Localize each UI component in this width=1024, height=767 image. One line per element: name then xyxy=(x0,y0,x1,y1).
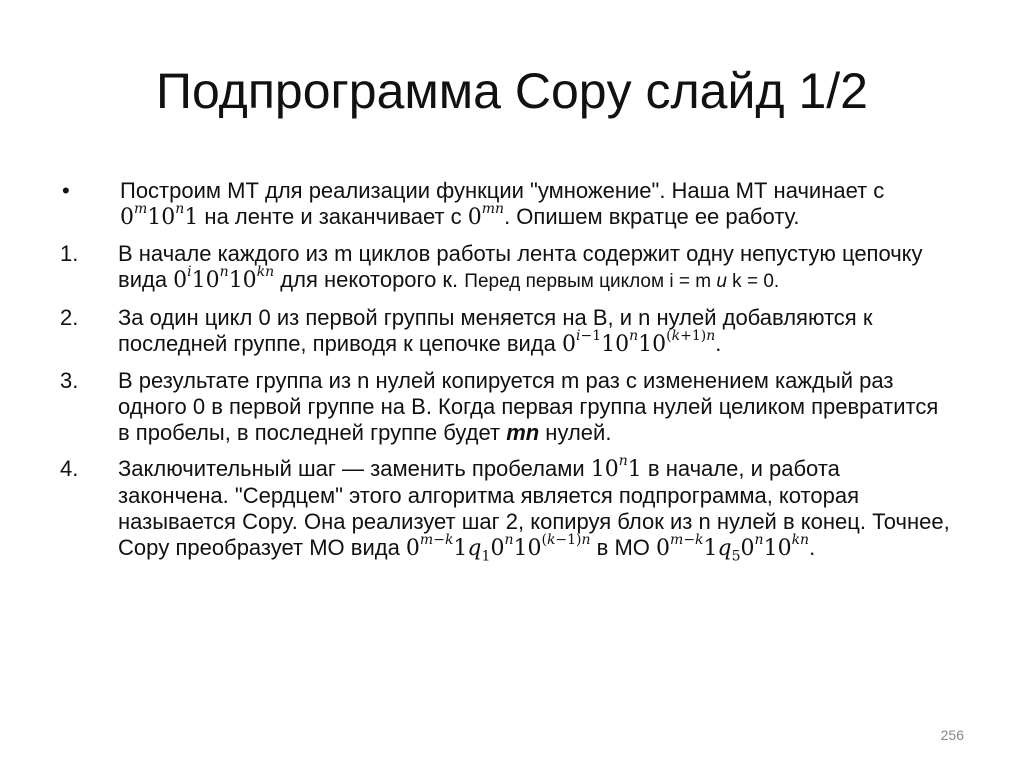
bullet-marker: • xyxy=(62,178,70,203)
list-item-text xyxy=(118,241,950,295)
list-item xyxy=(60,241,950,295)
list-item-text xyxy=(118,452,950,565)
item-text-part: . xyxy=(809,535,816,560)
item-text-small: Перед первым циклом i = m xyxy=(464,271,717,292)
formula-after-cycle: $0^{i-1}10^n10^{(k+1)n}$ xyxy=(562,327,716,357)
formula-cycle-string: $0^i10^n10^{kn}$ xyxy=(173,263,275,293)
intro-text xyxy=(120,178,950,231)
formula-copy-start: $0^{m-k}1q_10^n10^{(k-1)n}$ xyxy=(405,531,591,565)
list-item-text xyxy=(118,368,950,446)
intro-text-part: на ленте и заканчивает с xyxy=(198,204,468,229)
formula-end-tape: $0^{mn}$ xyxy=(467,200,505,230)
page-number: 256 xyxy=(940,727,964,743)
intro-bullet xyxy=(60,178,950,231)
item-text-part: . xyxy=(715,331,722,356)
item-text-small-italic: и xyxy=(716,271,727,292)
item-text-part: За один цикл 0 из первой группы меняется на B, и n нулей добавляются к последней группе, приводя к цепочке вида xyxy=(118,305,873,356)
list-item-text xyxy=(118,305,950,358)
item-text-part: в начале, и работа закончена. "Сердцем" этого алгоритма является подпрограмма, которая называется Copy. Она реализует шаг 2, копируя блок из n нулей в конец. Точнее, Copy преобразует МО вида xyxy=(118,456,950,560)
list-item xyxy=(60,368,950,446)
list-number: 4. xyxy=(60,456,79,481)
formula-start-tape: 0$^m$10$^n$1 xyxy=(120,200,199,230)
list-item xyxy=(60,452,950,565)
item-text-part: нулей. xyxy=(539,420,612,445)
item-text-part: для некоторого к. xyxy=(274,267,465,292)
formula-blank-prefix: 10$^n$1 xyxy=(590,452,642,482)
item-text-part: В результате группа из n нулей копируется m раз с изменением каждый раз одного 0 в первой группе на B. Когда первая группа нулей целиком превратится в пробелы, в последней группе будет xyxy=(118,368,939,445)
item-text-part: Заключительный шаг — заменить пробелами xyxy=(118,456,591,481)
list-number: 1. xyxy=(60,241,79,266)
slide-body xyxy=(60,178,950,572)
formula-copy-end: $0^{m-k}1q_50^n10^{kn}$ xyxy=(656,531,810,565)
list-item xyxy=(60,305,950,358)
item-text-part: В начале каждого из m циклов работы лента содержит одну непустую цепочку вида xyxy=(118,241,923,292)
item-text-bold: mn xyxy=(506,420,540,445)
slide-title: Подпрограмма Copy слайд 1/2 xyxy=(156,63,868,119)
item-text-part: в МО xyxy=(590,535,657,560)
list-number: 3. xyxy=(60,368,79,393)
list-number: 2. xyxy=(60,305,79,330)
intro-text-part: Построим МТ для реализации функции "умножение". Наша МТ начинает с xyxy=(120,178,885,203)
intro-text-part: . Опишем вкратце ее работу. xyxy=(504,204,800,229)
item-text-small: k = 0. xyxy=(726,271,780,292)
